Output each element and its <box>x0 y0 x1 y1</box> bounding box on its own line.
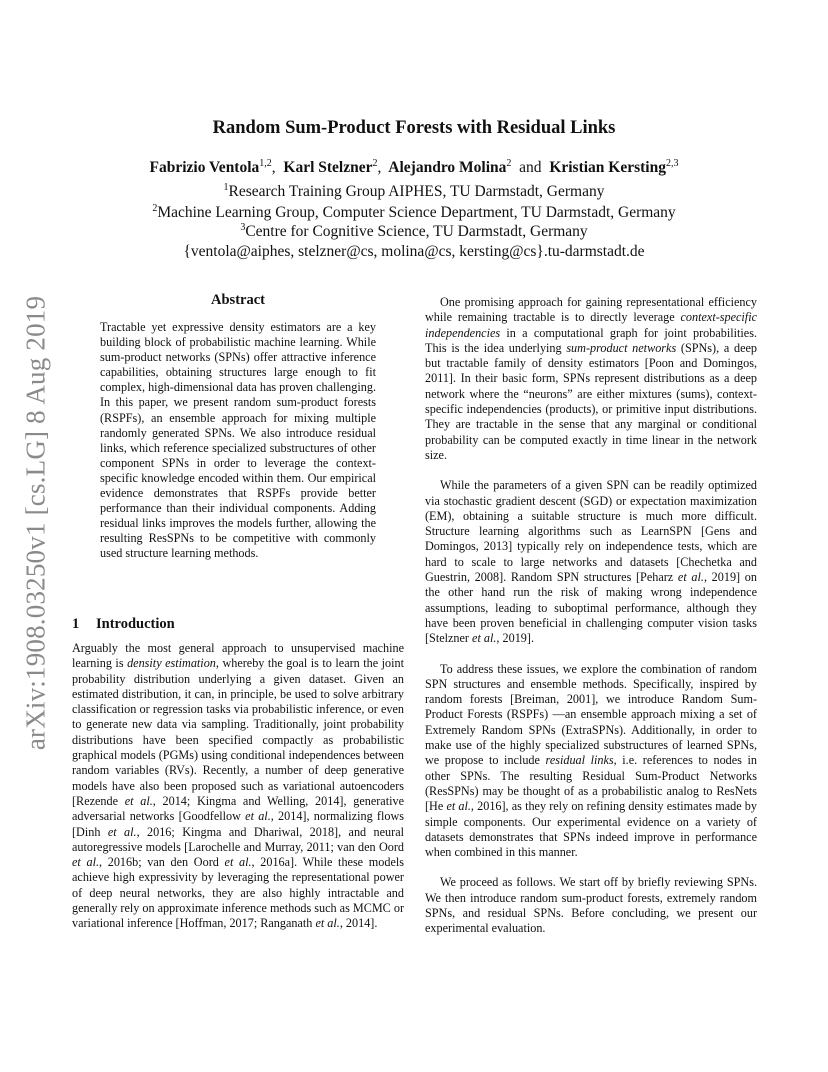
author-emails: {ventola@aiphes, stelzner@cs, molina@cs, kersting@cs}.tu-darmstadt.de <box>183 243 645 260</box>
author-affiliation-mark: 2 <box>506 158 512 169</box>
author-name: Karl Stelzner <box>283 159 373 177</box>
section-heading <box>72 616 402 633</box>
affiliation <box>0 222 828 241</box>
author-name: Alejandro Molina <box>388 159 507 177</box>
affiliation-mark: 3 <box>240 222 246 233</box>
abstract-text: Tractable yet expressive density estimators are a key building block of probabilistic machine learning. While sum-product networks (SPNs) offer attractive inference capabilities, obtaining structures large enough to fit complex, high-dimensional data has proven challenging. In this paper, we present random sum-product forests (RSPFs), an ensemble approach for mixing multiple randomly generated SPNs. We also introduce residual links, which reference specialized substructures of other component SPNs in order to leverage the context-specific knowledge encoded within them. Our empirical evidence demonstrates that RSPFs provide better performance than their individual components. Adding residual links improves the models further, allowing the resulting ResSPNs to be competitive with commonly used structure learning methods. <box>100 320 376 561</box>
author-separator-and: and <box>519 159 542 177</box>
affiliation <box>0 182 828 201</box>
paragraph: We proceed as follows. We start off by briefly reviewing SPNs. We then introduce random sum-product forests, extremely random SPNs, and residual SPNs. Before concluding, we present our experimental evaluation. <box>425 875 757 936</box>
section-number: 1 <box>72 616 80 632</box>
author-name: Kristian Kersting <box>549 159 666 177</box>
left-column-body <box>72 641 404 932</box>
author-affiliation-mark: 2 <box>372 158 378 169</box>
author-affiliation-mark: 2,3 <box>666 158 679 169</box>
author-separator: , <box>271 159 276 177</box>
paragraph: While the parameters of a given SPN can be readily optimized via stochastic gradient descent (SGD) or expectation maximization (EM), obtaining a suitable structure is much more difficult. Structure learning algorithms such as LearnSPN [Gens and Domingos, 2013] typically rely on independence tests, which are hard to scale to large networks and datasets [Chechetka and Guestrin, 2008]. Random SPN structures [Peharz et al., 2019] on the other hand run the risk of making wrong independence assumptions, leading to suboptimal performance, although they have been proven beneficial in challenging computer vision tasks [Stelzner et al., 2019]. <box>425 478 757 646</box>
author-list <box>0 158 828 177</box>
paper-title: Random Sum-Product Forests with Residual Links <box>212 118 616 138</box>
affiliation-mark: 2 <box>152 203 158 214</box>
affiliation-mark: 1 <box>223 182 229 193</box>
abstract-heading: Abstract <box>211 292 265 308</box>
section-title: Introduction <box>96 616 175 632</box>
affiliation-text: Research Training Group AIPHES, TU Darmstadt, Germany <box>228 183 605 201</box>
author-separator: , <box>377 159 382 177</box>
paragraph: To address these issues, we explore the combination of random SPN structures and ensemble methods. Specifically, inspired by random forests [Breiman, 2001], we introduce Random Sum-Product Forests (RSPFs) —an ensemble approach mixing a set of Extremely Random SPNs (ExtraSPNs). Additionally, in order to make use of the highly specialized substructures of learned SPNs, we propose to include residual links, i.e. references to nodes in other SPNs. The resulting Residual Sum-Product Networks (ResSPNs) may be thought of as a probabilistic analog to ResNets [He et al., 2016], as they rely on refining density estimates made by simple components. Our experimental evidence on a variety of datasets demonstrates that SPNs indeed improve in performance when combined in this manner. <box>425 661 757 860</box>
author-affiliation-mark: 1,2 <box>259 158 272 169</box>
paragraph: One promising approach for gaining representational efficiency while remaining tractable is to directly leverage context-specific independencies in a computational graph for joint probabilities. This is the idea underlying sum-product networks (SPNs), a deep but tractable family of density estimators [Poon and Domingos, 2011]. In their basic form, SPNs represent distributions as a deep network where the “neurons” are either mixtures (sums), context-specific independencies (products), or primitive input distributions. They are tractable in the sense that any marginal or conditional probability can be computed exactly in time linear in the network size. <box>425 295 757 462</box>
affiliation-text: Centre for Cognitive Science, TU Darmstadt, Germany <box>245 223 588 241</box>
paragraph: Arguably the most general approach to unsupervised machine learning is density estimation, whereby the goal is to learn the joint probability distribution underlying a given dataset. Given an estimated distribution, it can, in principle, be used to solve arbitrary classification or regression tasks via probabilistic inference, or even to generate new data via sampling. Traditionally, joint probability distributions have been specified compactly as probabilistic graphical models (PGMs) using conditional independences between random variables (RVs). Recently, a number of deep generative models have also been proposed such as variational autoencoders [Rezende et al., 2014; Kingma and Welling, 2014], generative adversarial networks [Goodfellow et al., 2014], normalizing flows [Dinh et al., 2016; Kingma and Dhariwal, 2018], and neural autoregressive models [Larochelle and Murray, 2011; van den Oord et al., 2016b; van den Oord et al., 2016a]. While these models achieve high expressivity by leveraging the representational power of deep neural networks, they are also highly intractable and generally rely on approximate inference methods such as MCMC or variational inference [Hoffman, 2017; Ranganath et al., 2014]. <box>72 641 405 931</box>
arxiv-side-stamp <box>16 288 56 758</box>
arxiv-identifier: arXiv:1908.03250v1 [cs.LG] 8 Aug 2019 <box>20 295 51 751</box>
affiliation-text: Machine Learning Group, Computer Science Department, TU Darmstadt, Germany <box>157 204 676 222</box>
author-name: Fabrizio Ventola <box>149 159 260 177</box>
affiliation <box>0 203 828 222</box>
right-column-body <box>425 295 757 952</box>
